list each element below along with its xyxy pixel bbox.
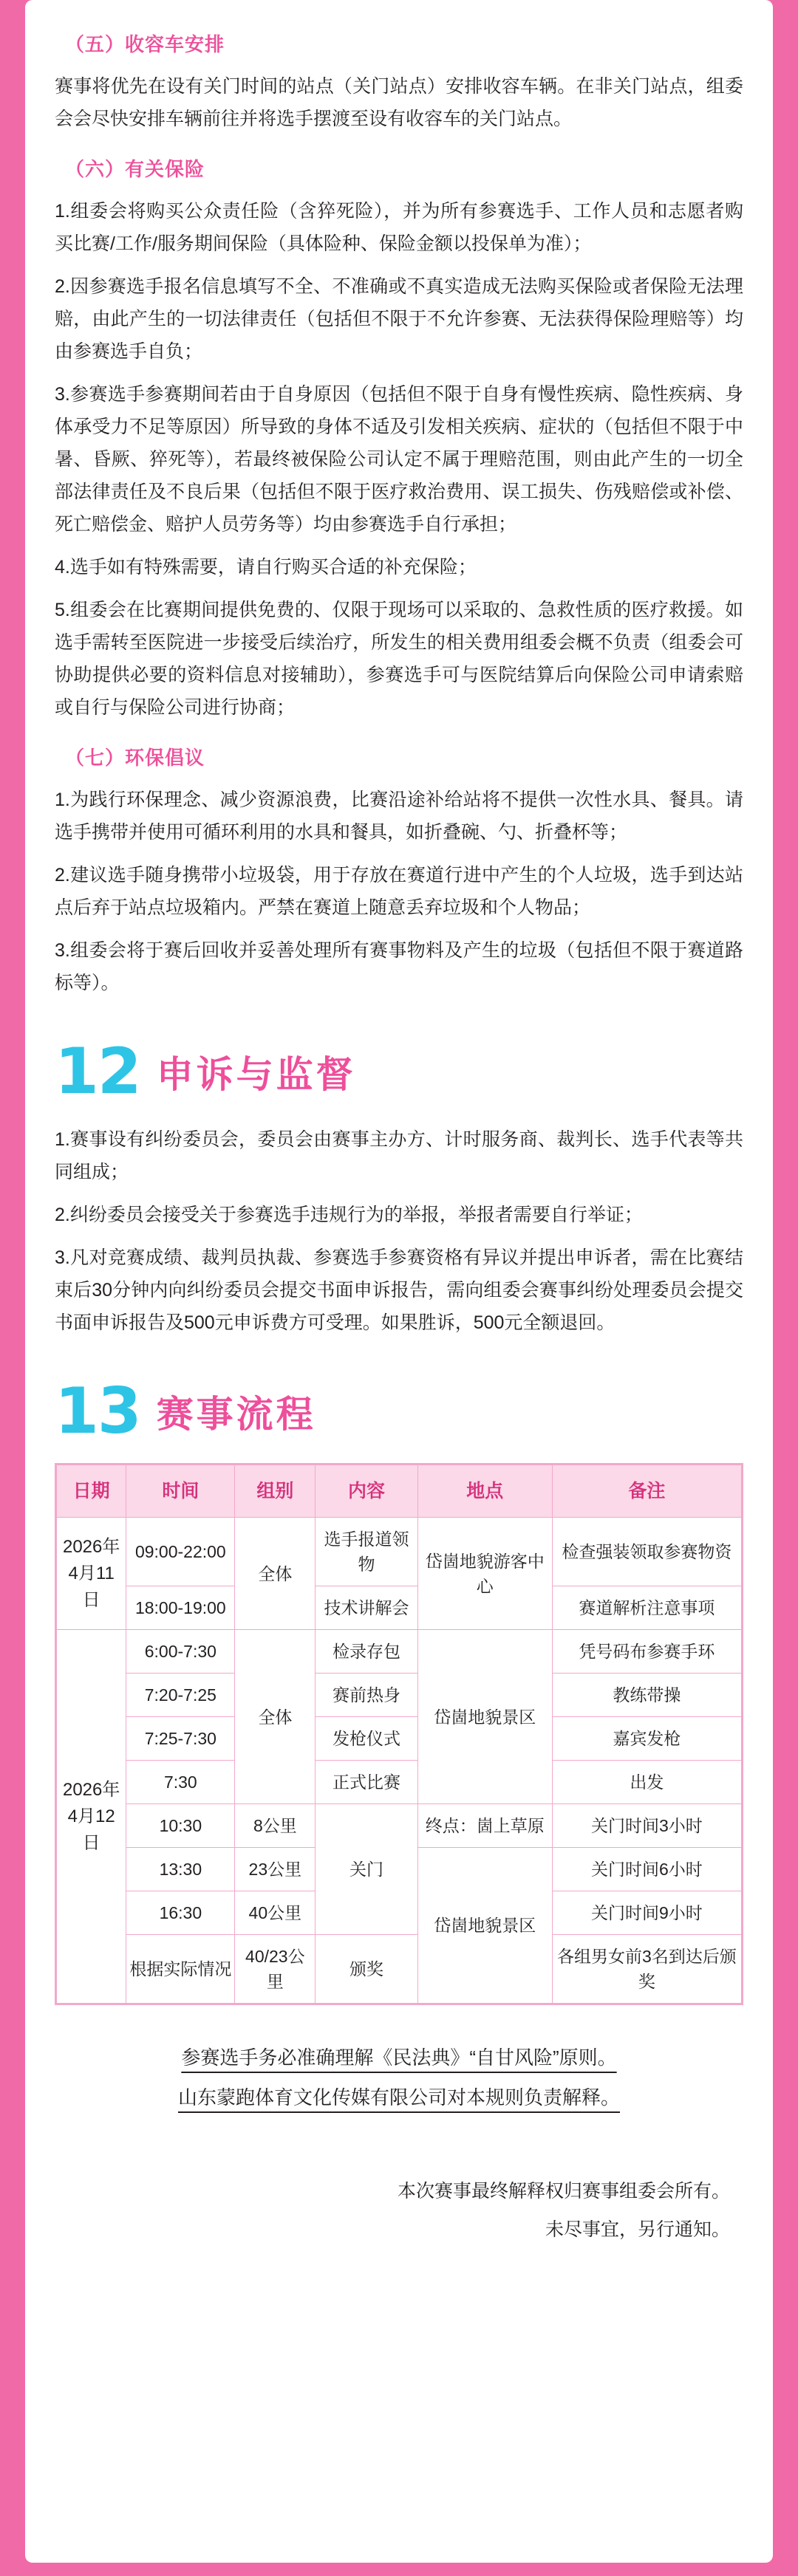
section-number: 12 (55, 1035, 140, 1109)
cell-content: 正式比赛 (316, 1761, 417, 1804)
section-number: 13 (55, 1374, 140, 1448)
cell-note: 各组男女前3名到达后颁奖 (552, 1935, 741, 2004)
cell-group: 全体 (235, 1518, 316, 1630)
cell-note: 出发 (552, 1761, 741, 1804)
schedule-table-body (57, 1518, 742, 2004)
cell-note: 检查强装领取参赛物资 (552, 1518, 741, 1586)
col-time: 时间 (126, 1465, 235, 1518)
final-statement (55, 2172, 743, 2249)
section-environment (55, 743, 743, 999)
paragraph: 1.组委会将购买公众责任险（含猝死险），并为所有参赛选手、工作人员和志愿者购买比赛/工作/服务期间保险（具体险种、保险金额以投保单为准）； (55, 201, 743, 254)
schedule-table-head (57, 1465, 742, 1518)
cell-note: 凭号码布参赛手环 (552, 1630, 741, 1674)
cell-group: 全体 (235, 1630, 316, 1804)
cell-note: 关门时间6小时 (552, 1848, 741, 1891)
note-line: 参赛选手务必准确理解《民法典》“自甘风险”原则。 (181, 2046, 617, 2069)
paragraph: 1.赛事设有纠纷委员会，委员会由赛事主办方、计时服务商、裁判长、选手代表等共同组成； (55, 1129, 743, 1182)
cell-time: 6:00-7:30 (126, 1630, 235, 1674)
cell-note: 赛道解析注意事项 (552, 1586, 741, 1630)
col-place: 地点 (417, 1465, 552, 1518)
cell-time: 7:20-7:25 (126, 1674, 235, 1717)
cell-time: 7:30 (126, 1761, 235, 1804)
table-row (57, 1586, 742, 1630)
paragraph: 5.组委会在比赛期间提供免费的、仅限于现场可以采取的、急救性质的医疗救援。如选手需转至医院进一步接受后续治疗，所发生的相关费用组委会概不负责（组委会可协助提供必要的资料信息对接辅助），参赛选手可与医院结算后向保险公司申请索赔或自行与保险公司进行协商； (55, 600, 743, 718)
cell-group: 40公里 (235, 1891, 316, 1935)
table-header-row (57, 1465, 742, 1518)
paragraph: 1.为践行环保理念、减少资源浪费，比赛沿途补给站将不提供一次性水具、餐具。请选手携带并使用可循环利用的水具和餐具，如折叠碗、勺、折叠杯等； (55, 789, 743, 843)
table-row (57, 1761, 742, 1804)
tail-line: 未尽事宜，另行通知。 (545, 2219, 730, 2240)
closing-notes (55, 2038, 743, 2117)
cell-time: 16:30 (126, 1891, 235, 1935)
table-row (57, 1935, 742, 2004)
cell-note: 关门时间9小时 (552, 1891, 741, 1935)
section-title: 申诉与监督 (156, 1054, 356, 1095)
col-content: 内容 (316, 1465, 417, 1518)
cell-time: 09:00-22:00 (126, 1518, 235, 1586)
cell-time: 根据实际情况 (126, 1935, 235, 2004)
table-row (57, 1674, 742, 1717)
tail-line: 本次赛事最终解释权归赛事组委会所有。 (397, 2181, 730, 2202)
cell-content: 选手报道领物 (316, 1518, 417, 1586)
note-line: 山东蒙跑体育文化传媒有限公司对本规则负责解释。 (177, 2086, 620, 2109)
paragraph: 4.选手如有特殊需要，请自行购买合适的补充保险； (55, 557, 477, 578)
cell-content: 关门 (316, 1804, 417, 1935)
schedule-table (56, 1465, 742, 2004)
paragraph: 2.纠纷委员会接受关于参赛选手违规行为的举报，举报者需要自行举证； (55, 1205, 643, 1225)
cell-date: 2026年 4月12日 (57, 1630, 126, 2004)
table-row (57, 1518, 742, 1586)
cell-place: 岱崮地貌游客中心 (417, 1518, 552, 1630)
cell-group: 40/23公里 (235, 1935, 316, 2004)
cell-note: 关门时间3小时 (552, 1804, 741, 1848)
cell-note: 嘉宾发枪 (552, 1717, 741, 1761)
paragraph: 3.凡对竞赛成绩、裁判员执裁、参赛选手参赛资格有异议并提出申诉者，需在比赛结束后30分钟内向纠纷委员会提交书面申诉报告，需向组委会赛事纠纷处理委员会提交书面申诉报告及500元申诉费方可受理。如果胜诉，500元全额退回。 (55, 1247, 743, 1333)
section-title: 赛事流程 (156, 1394, 316, 1435)
paragraph: 3.组委会将于赛后回收并妥善处理所有赛事物料及产生的垃圾（包括但不限于赛道路标等）。 (55, 940, 743, 993)
table-row (57, 1804, 742, 1848)
cell-time: 18:00-19:00 (126, 1586, 235, 1630)
section-heading: （六）有关保险 (65, 158, 205, 180)
cell-content: 赛前热身 (316, 1674, 417, 1717)
paragraph: 3.参赛选手参赛期间若由于自身原因（包括但不限于自身有慢性疾病、隐性疾病、身体承受力不足等原因）所导致的身体不适及引发相关疾病、症状的（包括但不限于中暑、昏厥、猝死等），若最终被保险公司认定不属于理赔范围，则由此产生的一切全部法律责任及不良后果（包括但不限于医疗救治费用、误工损失、伤残赔偿或补偿、死亡赔偿金、赔护人员劳务等）均由参赛选手自行承担； (55, 384, 743, 535)
section-heading: （五）收容车安排 (65, 33, 225, 55)
col-note: 备注 (552, 1465, 741, 1518)
table-row (57, 1630, 742, 1674)
cell-place: 终点：崮上草原 (417, 1804, 552, 1848)
section-collection-vehicle (55, 30, 743, 135)
paragraph: 2.因参赛选手报名信息填写不全、不准确或不真实造成无法购买保险或者保险无法理赔，由此产生的一切法律责任（包括但不限于不允许参赛、无法获得保险理赔等）均由参赛选手自负； (55, 276, 743, 362)
cell-note: 教练带操 (552, 1674, 741, 1717)
cell-time: 7:25-7:30 (126, 1717, 235, 1761)
cell-place: 岱崮地貌景区 (417, 1848, 552, 2004)
cell-time: 13:30 (126, 1848, 235, 1891)
table-row (57, 1717, 742, 1761)
section-heading: （七）环保倡议 (65, 747, 205, 769)
col-date: 日期 (57, 1465, 126, 1518)
document-sheet (25, 0, 773, 2563)
cell-group: 23公里 (235, 1848, 316, 1891)
cell-group: 8公里 (235, 1804, 316, 1848)
section-13-header (55, 1374, 743, 1448)
cell-date: 2026年 4月11日 (57, 1518, 126, 1630)
cell-content: 发枪仪式 (316, 1717, 417, 1761)
paragraph: 赛事将优先在设有关门时间的站点（关门站点）安排收容车辆。在非关门站点，组委会会尽快安排车辆前往并将选手摆渡至设有收容车的关门站点。 (55, 76, 743, 129)
section-12-header (55, 1035, 743, 1109)
cell-content: 技术讲解会 (316, 1586, 417, 1630)
cell-time: 10:30 (126, 1804, 235, 1848)
cell-content: 颁奖 (316, 1935, 417, 2004)
section-appeal (55, 1123, 743, 1339)
cell-content: 检录存包 (316, 1630, 417, 1674)
paragraph: 2.建议选手随身携带小垃圾袋，用于存放在赛道行进中产生的个人垃圾，选手到达站点后弃于站点垃圾箱内。严禁在赛道上随意丢弃垃圾和个人物品； (55, 865, 743, 918)
schedule-table-wrapper (55, 1463, 743, 2005)
cell-place: 岱崮地貌景区 (417, 1630, 552, 1804)
col-group: 组别 (235, 1465, 316, 1518)
section-insurance (55, 154, 743, 724)
